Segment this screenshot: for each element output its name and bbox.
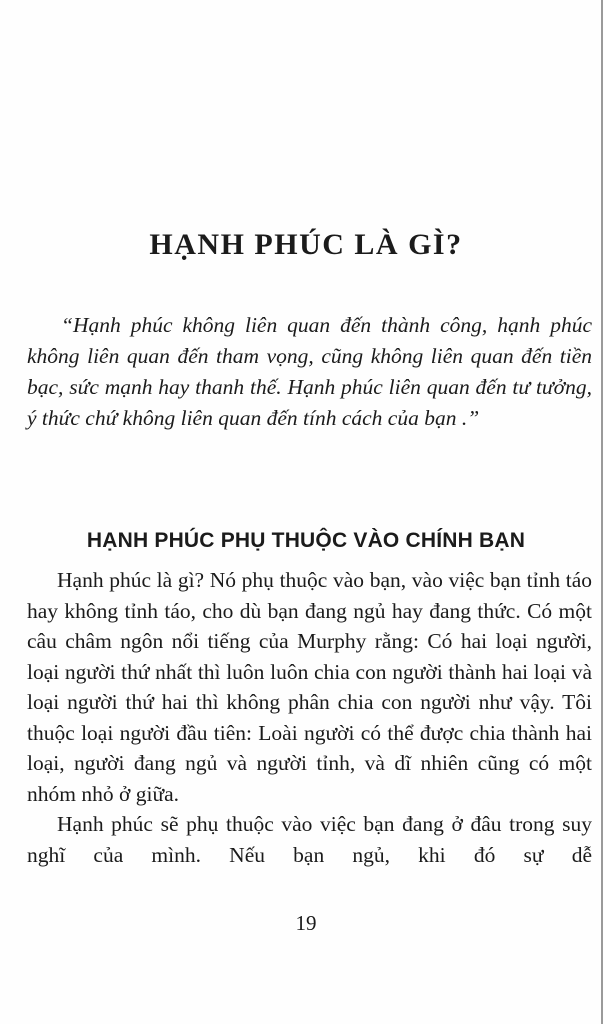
body-text-block bbox=[27, 565, 592, 870]
epigraph-quote: “Hạnh phúc không liên quan đến thành công, hạnh phúc không liên quan đến tham vọng, cũng không liên quan đến tiền bạc, sức mạnh hay thanh thế. Hạnh phúc liên quan đến tư tưởng, ý thức chứ không liên quan đến tính cách của bạn .” bbox=[27, 313, 592, 430]
section-heading: HẠNH PHÚC PHỤ THUỘC VÀO CHÍNH BẠN bbox=[86, 529, 526, 553]
scan-edge-line bbox=[601, 0, 603, 1024]
body-paragraph: Hạnh phúc sẽ phụ thuộc vào việc bạn đang ở đâu trong suy nghĩ của mình. Nếu bạn ngủ, khi đó sự dễ bbox=[27, 812, 592, 867]
page-title: HẠNH PHÚC LÀ GÌ? bbox=[149, 228, 463, 262]
page-number: 19 bbox=[295, 911, 317, 935]
body-paragraph: Hạnh phúc là gì? Nó phụ thuộc vào bạn, vào việc bạn tỉnh táo hay không tỉnh táo, cho dù bạn đang ngủ hay đang thức. Có một câu châm ngôn nổi tiếng của Murphy rằng: Có hai loại người, loại người thứ nhất thì luôn luôn chia con người thành hai loại và loại người thứ hai thì không phân chia con người như vậy. Tôi thuộc loại người đầu tiên: Loài người có thể được chia thành hai loại, người đang ngủ và người tỉnh, và dĩ nhiên cũng có một nhóm nhỏ ở giữa. bbox=[27, 568, 592, 806]
